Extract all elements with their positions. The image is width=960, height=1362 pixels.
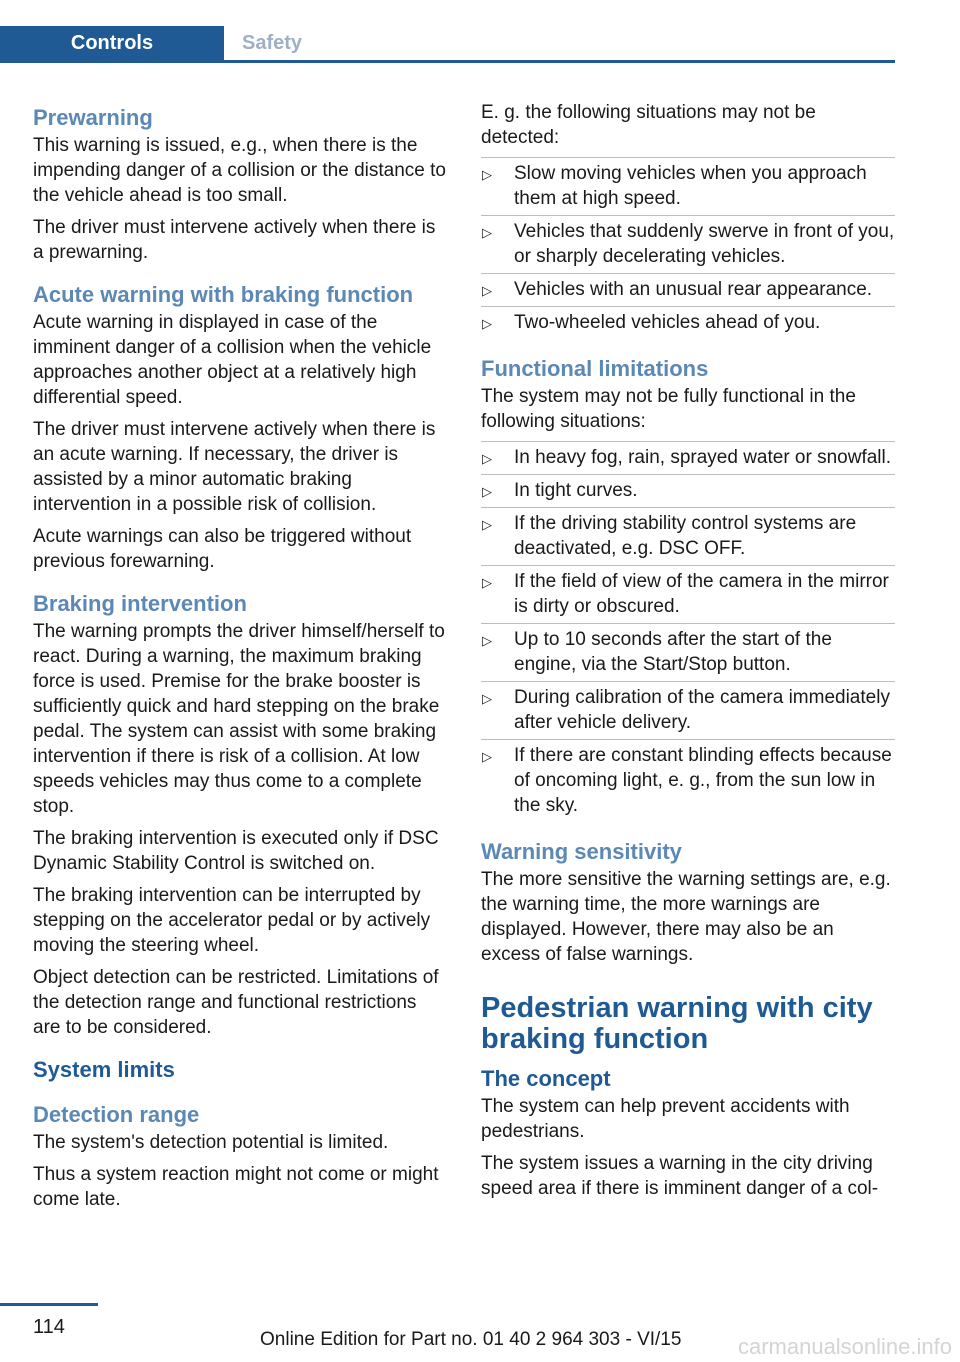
acute-paragraph-3: Acute warnings can also be triggered without previous forewarning. [33, 526, 412, 572]
triangle-bullet-icon: ▷ [482, 225, 492, 240]
triangle-bullet-icon: ▷ [482, 451, 492, 466]
triangle-bullet-icon: ▷ [482, 167, 492, 182]
detection-paragraph-1: The system's detection potential is limited. [33, 1132, 389, 1153]
triangle-bullet-icon: ▷ [482, 575, 492, 590]
list-item: ▷ Vehicles that suddenly swerve in front of you, or sharply decelerating vehicles. [481, 215, 895, 273]
list-item: ▷ If the driving stability control systems are deactivated, e.g. DSC OFF. [481, 507, 895, 565]
edition-info: Online Edition for Part no. 01 40 2 964 303 - VI/15 [260, 1329, 682, 1350]
functional-limitations-heading: Functional limitations [481, 356, 709, 381]
pedestrian-warning-heading: Pedestrian warning with city braking function [481, 992, 873, 1055]
list-item: ▷ If the field of view of the camera in the mirror is dirty or obscured. [481, 565, 895, 623]
warning-sensitivity-heading: Warning sensitivity [481, 839, 682, 864]
tab-safety[interactable]: Safety [241, 32, 303, 54]
list-item: ▷ Two-wheeled vehicles ahead of you. [481, 306, 895, 339]
detection-paragraph-2: Thus a system reaction might not come or might come late. [33, 1164, 439, 1210]
acute-paragraph-1: Acute warning in displayed in case of the imminent danger of a collision when the vehicle approaches another object at a relatively high differential speed. [33, 312, 432, 408]
tab-controls[interactable]: Controls [0, 26, 224, 60]
triangle-bullet-icon: ▷ [482, 749, 492, 764]
list-item: ▷ In heavy fog, rain, sprayed water or snowfall. [481, 441, 895, 474]
undetected-intro: E. g. the following situations may not be detected: [481, 102, 816, 148]
acute-warning-heading: Acute warning with braking function [33, 282, 414, 307]
prewarning-paragraph-1: This warning is issued, e.g., when there is the impending danger of a collision or the distance to the vehicle ahead is too small. [33, 135, 446, 206]
triangle-bullet-icon: ▷ [482, 316, 492, 331]
list-item: ▷ In tight curves. [481, 474, 895, 507]
braking-paragraph-2: The braking intervention is executed only if DSC Dynamic Stability Control is switched on. [33, 828, 439, 874]
watermark: carmanualsonline.info [737, 1334, 952, 1359]
sensitivity-paragraph: The more sensitive the warning settings are, e.g. the warning time, the more warnings are displayed. However, there may also be an excess of false warnings. [481, 869, 891, 965]
functional-intro: The system may not be fully functional in the following situations: [481, 386, 856, 432]
list-item: ▷ Up to 10 seconds after the start of the engine, via the Start/Stop button. [481, 623, 895, 681]
right-column [481, 100, 895, 1208]
braking-paragraph-4: Object detection can be restricted. Limitations of the detection range and functional restrictions are to be considered. [33, 967, 439, 1038]
triangle-bullet-icon: ▷ [482, 633, 492, 648]
triangle-bullet-icon: ▷ [482, 484, 492, 499]
braking-paragraph-1: The warning prompts the driver himself/herself to react. During a warning, the maximum braking force is used. Premise for the brake booster is sufficiently quick and hard stepping on the brake pedal. The system can assist with some braking intervention if there is risk of a collision. At low speeds vehicles may thus come to a complete stop. [33, 621, 445, 817]
page-number: 114 [33, 1316, 65, 1338]
concept-paragraph-2: The system issues a warning in the city driving speed area if there is imminent danger of a col- [481, 1153, 879, 1199]
left-column [33, 100, 448, 1219]
functional-list [481, 441, 895, 822]
undetected-list [481, 157, 895, 339]
prewarning-paragraph-2: The driver must intervene actively when there is a prewarning. [33, 217, 436, 263]
triangle-bullet-icon: ▷ [482, 691, 492, 706]
concept-heading: The concept [481, 1066, 611, 1091]
system-limits-heading: System limits [33, 1057, 175, 1082]
detection-range-heading: Detection range [33, 1102, 200, 1127]
braking-paragraph-3: The braking intervention can be interrupted by stepping on the accelerator pedal or by actively moving the steering wheel. [33, 885, 431, 956]
list-item: ▷ If there are constant blinding effects because of oncoming light, e. g., from the sun low in the sky. [481, 739, 895, 822]
prewarning-heading: Prewarning [33, 105, 153, 130]
concept-paragraph-1: The system can help prevent accidents with pedestrians. [481, 1096, 850, 1142]
list-item: ▷ Slow moving vehicles when you approach them at high speed. [481, 157, 895, 215]
braking-intervention-heading: Braking intervention [33, 591, 247, 616]
section-tabs [0, 26, 895, 63]
list-item: ▷ Vehicles with an unusual rear appearance. [481, 273, 895, 306]
triangle-bullet-icon: ▷ [482, 517, 492, 532]
list-item: ▷ During calibration of the camera immediately after vehicle delivery. [481, 681, 895, 739]
triangle-bullet-icon: ▷ [482, 283, 492, 298]
acute-paragraph-2: The driver must intervene actively when there is an acute warning. If necessary, the driver is assisted by a minor automatic braking intervention in a possible risk of collision. [33, 419, 436, 515]
footer-rule [0, 1303, 98, 1306]
